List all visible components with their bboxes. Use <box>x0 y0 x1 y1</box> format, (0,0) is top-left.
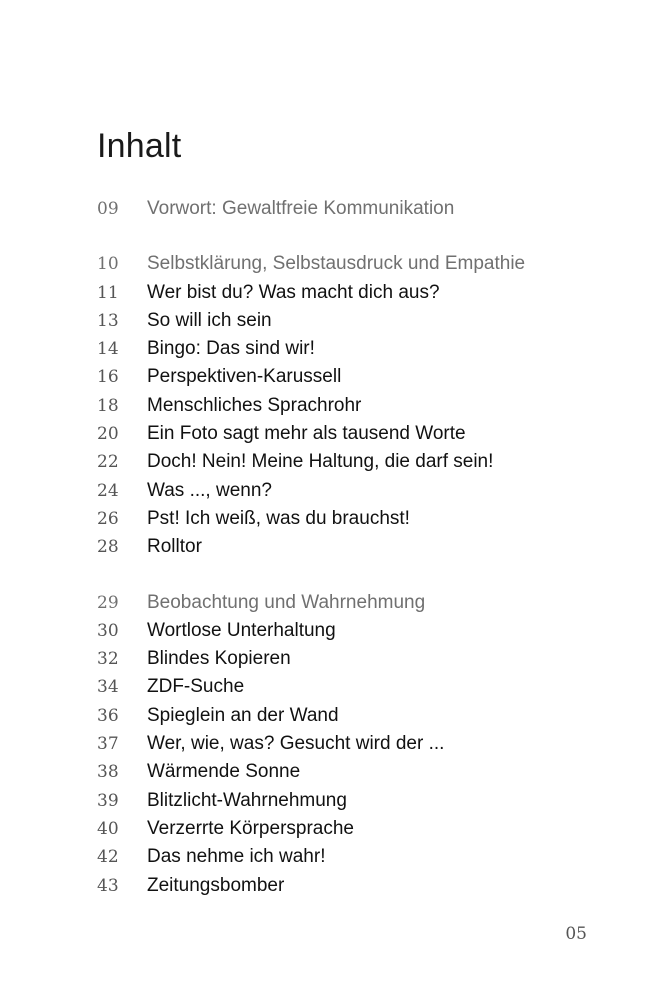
toc-page-number: 30 <box>97 620 119 641</box>
toc-entry[interactable] <box>97 730 617 758</box>
toc-entry-label: Zeitungsbomber <box>147 874 285 896</box>
toc-section-self-clarification <box>97 250 617 561</box>
toc-page-number: 37 <box>97 734 119 755</box>
toc-entry-label: Pst! Ich weiß, was du brauchst! <box>147 507 410 529</box>
toc-page-number: 18 <box>97 395 119 416</box>
toc-page-number: 28 <box>97 537 119 558</box>
toc-entry[interactable] <box>97 335 617 363</box>
toc-page-number: 43 <box>97 875 119 896</box>
toc-entry[interactable] <box>97 843 617 871</box>
toc-entry-label: Rolltor <box>147 536 202 558</box>
toc-entry-label: Wärmende Sonne <box>147 761 301 783</box>
toc-entry-label: Blitzlicht-Wahrnehmung <box>147 789 347 811</box>
toc-page-number: 39 <box>97 790 119 811</box>
toc-entry[interactable] <box>97 420 617 448</box>
toc-heading-label: Vorwort: Gewaltfreie Kommunikation <box>147 198 455 219</box>
toc-entry[interactable] <box>97 505 617 533</box>
toc-heading-label: Selbstklärung, Selbstausdruck und Empathie <box>147 253 526 275</box>
toc-page-number: 20 <box>97 424 119 445</box>
toc-page-number: 11 <box>97 282 119 303</box>
toc-entry[interactable] <box>97 477 617 505</box>
toc-section-observation <box>97 589 617 900</box>
page-title: Inhalt <box>97 127 182 165</box>
toc-page-number: 40 <box>97 818 119 839</box>
toc-heading[interactable] <box>97 195 617 223</box>
toc-page-number: 16 <box>97 367 119 388</box>
toc-page-number: 29 <box>97 592 119 613</box>
toc-entry[interactable] <box>97 787 617 815</box>
toc-entry[interactable] <box>97 279 617 307</box>
toc-entry-label: Wer bist du? Was macht dich aus? <box>147 281 440 303</box>
toc-entry-label: Verzerrte Körpersprache <box>147 817 354 839</box>
toc-entry[interactable] <box>97 392 617 420</box>
toc-entry-label: Bingo: Das sind wir! <box>147 338 315 360</box>
toc-entry[interactable] <box>97 448 617 476</box>
toc-page-number: 26 <box>97 508 119 529</box>
toc-entry-label: Wortlose Unterhaltung <box>147 619 336 641</box>
toc-page-number: 34 <box>97 677 119 698</box>
toc-entry-label: Spieglein an der Wand <box>147 704 339 726</box>
toc-section-foreword <box>97 195 617 223</box>
toc-entry[interactable] <box>97 645 617 673</box>
toc-page-number: 24 <box>97 480 119 501</box>
toc-entry-label: Ein Foto sagt mehr als tausend Worte <box>147 423 466 445</box>
toc-entry-label: ZDF-Suche <box>147 676 245 698</box>
toc-entry[interactable] <box>97 872 617 900</box>
toc-entry[interactable] <box>97 617 617 645</box>
toc-page-number: 10 <box>97 254 119 275</box>
toc-entry[interactable] <box>97 702 617 730</box>
toc-entry-label: Doch! Nein! Meine Haltung, die darf sein! <box>147 451 494 473</box>
toc-entry-label: Perspektiven-Karussell <box>147 366 342 388</box>
toc-entry[interactable] <box>97 673 617 701</box>
toc-heading-label: Beobachtung und Wahrnehmung <box>147 591 426 613</box>
toc-page-number: 14 <box>97 339 119 360</box>
toc-entry-label: Das nehme ich wahr! <box>147 846 326 868</box>
toc-entry[interactable] <box>97 363 617 391</box>
toc-entry[interactable] <box>97 307 617 335</box>
toc-heading[interactable] <box>97 589 617 617</box>
toc-page-number: 38 <box>97 762 119 783</box>
table-of-contents <box>97 195 617 927</box>
toc-heading[interactable] <box>97 250 617 278</box>
toc-entry-label: So will ich sein <box>147 309 272 331</box>
toc-entry[interactable] <box>97 533 617 561</box>
toc-page-number: 32 <box>97 649 119 670</box>
toc-entry-label: Wer, wie, was? Gesucht wird der ... <box>147 733 445 755</box>
toc-entry[interactable] <box>97 758 617 786</box>
toc-page-number: 09 <box>97 199 119 219</box>
toc-page-number: 42 <box>97 847 119 868</box>
toc-entry-label: Blindes Kopieren <box>147 648 291 670</box>
page-number: 05 <box>565 924 587 944</box>
toc-entry[interactable] <box>97 815 617 843</box>
toc-page-number: 22 <box>97 452 119 473</box>
toc-entry-label: Was ..., wenn? <box>147 479 272 501</box>
toc-page-number: 13 <box>97 310 119 331</box>
toc-entry-label: Menschliches Sprachrohr <box>147 394 362 416</box>
toc-page-number: 36 <box>97 705 119 726</box>
